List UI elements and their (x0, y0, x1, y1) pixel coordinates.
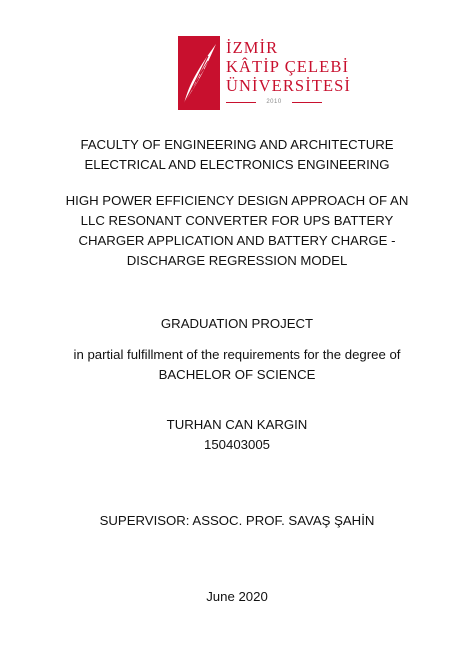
university-logo (178, 36, 352, 114)
project-type-text: GRADUATION PROJECT (160, 316, 314, 331)
year-rule-right (292, 102, 322, 103)
project-title-line-2: LLC RESONANT CONVERTER FOR UPS BATTERY (80, 213, 394, 228)
student-id: 150403005 (203, 437, 270, 452)
project-title-line-4: DISCHARGE REGRESSION MODEL (126, 253, 348, 268)
submission-date: June 2020 (206, 589, 268, 604)
fulfillment-text: in partial fulfillment of the requirements for the degree of (73, 347, 401, 362)
university-name-line-2: KÂTİP ÇELEBİ (226, 57, 350, 76)
supervisor-block (0, 511, 474, 531)
university-name-line-3: ÜNİVERSİTESİ (226, 76, 352, 95)
project-title-line-3: CHARGER APPLICATION AND BATTERY CHARGE - (78, 233, 396, 248)
project-title-line-1: HIGH POWER EFFICIENCY DESIGN APPROACH OF AN (65, 193, 409, 208)
degree-name: BACHELOR OF SCIENCE (158, 367, 316, 382)
author-name: TURHAN CAN KARGIN (166, 417, 308, 432)
author-block (0, 415, 474, 455)
degree-statement (0, 345, 474, 385)
quill-emblem-icon (178, 36, 220, 110)
founding-year (226, 97, 322, 107)
project-type (0, 314, 474, 334)
supervisor-text: SUPERVISOR: ASSOC. PROF. SAVAŞ ŞAHİN (99, 513, 375, 528)
faculty-name: FACULTY OF ENGINEERING AND ARCHITECTURE (80, 137, 394, 152)
founding-year-text: 2010 (266, 99, 282, 105)
university-name (226, 38, 351, 95)
project-title (0, 191, 474, 271)
faculty-heading (0, 135, 474, 175)
date-block (0, 587, 474, 607)
university-name-line-1: İZMİR (226, 38, 279, 57)
department-name: ELECTRICAL AND ELECTRONICS ENGINEERING (84, 157, 390, 172)
